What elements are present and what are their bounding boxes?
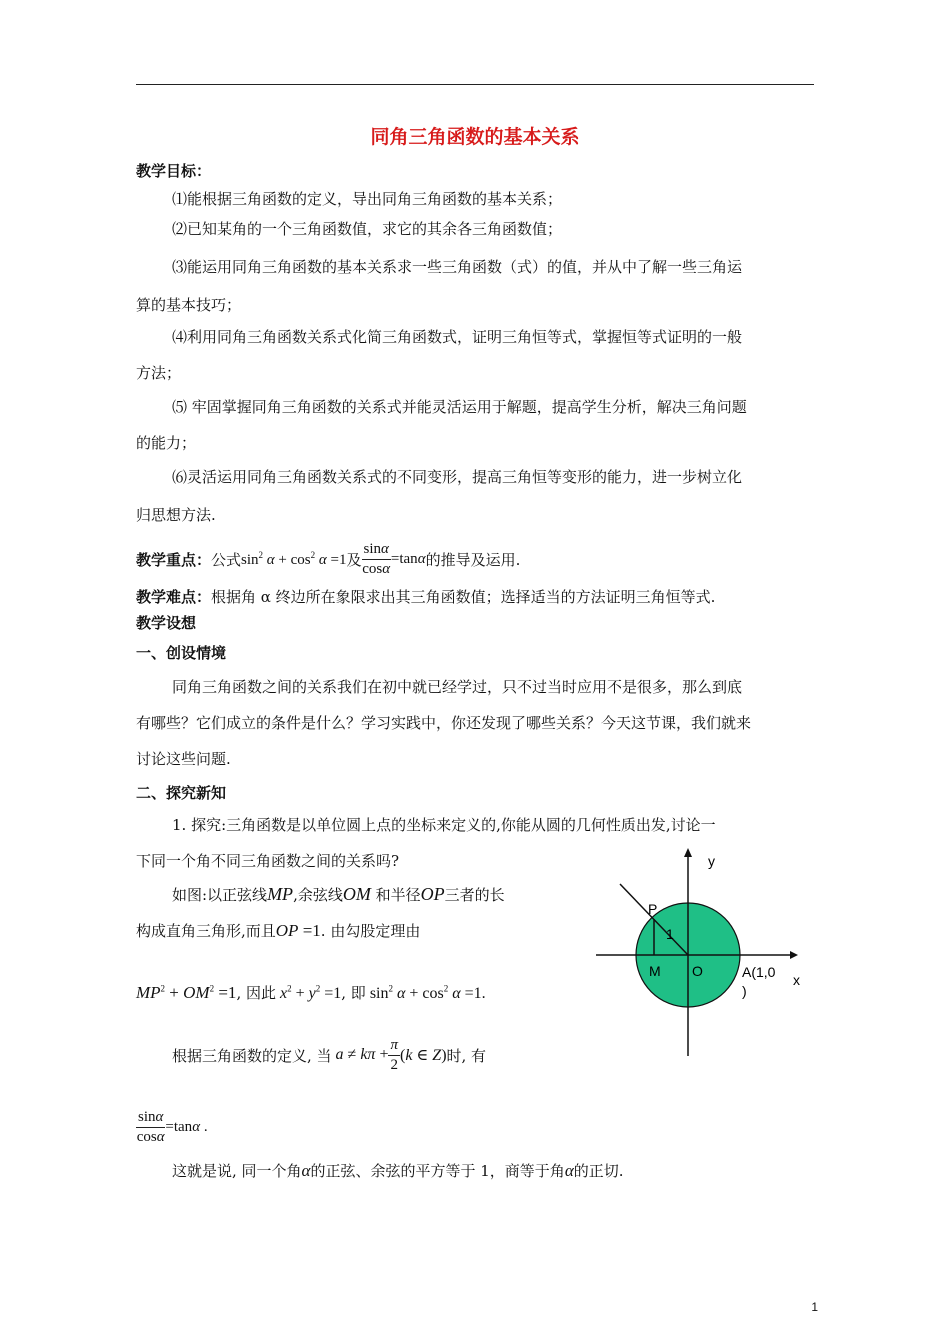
one-label: 1 xyxy=(666,926,674,942)
formula-quotient-fraction: $\frac{\sin\alpha}{\cos\alpha}$ xyxy=(362,540,391,577)
ie-text: , 即 xyxy=(341,984,366,1002)
op-equals-one: OP =1 xyxy=(275,921,321,940)
op-symbol: OP xyxy=(420,884,445,904)
objective-4: ⑷利用同角三角函数关系式化简三角函数式，证明三角恒等式，掌握恒等式证明的一般 xyxy=(172,328,743,346)
condition-rhs: (k ∈ Z) xyxy=(400,1047,447,1064)
thus-text: , 因此 xyxy=(236,984,276,1002)
design-heading: 教学设想 xyxy=(136,614,197,632)
alpha-symbol-2: α xyxy=(564,1161,574,1180)
objective-1: ⑴能根据三角函数的定义，导出同角三角函数的基本关系； xyxy=(172,190,563,208)
right-triangle-line xyxy=(136,920,420,941)
key-point-mid: 及 xyxy=(346,550,362,569)
y-label: y xyxy=(708,853,715,869)
right-text-a: 构成直角三角形,而且 xyxy=(136,922,276,940)
formula-tan: =tanα xyxy=(390,550,426,567)
equals-tan: =tanα . xyxy=(165,1118,208,1135)
key-point-label: 教学重点： xyxy=(136,550,212,569)
key-point-prefix: 公式 xyxy=(211,550,242,569)
m-label: M xyxy=(649,963,661,979)
mp-om-equation: $MP^2 + OM^2 =1$ xyxy=(136,983,237,1002)
conclusion-a: 这就是说, 同一个角 xyxy=(172,1162,302,1180)
objectives-heading: 教学目标： xyxy=(136,162,212,180)
difficulty-label: 教学难点： xyxy=(136,588,212,606)
figure-description xyxy=(172,884,505,905)
x-label: x xyxy=(793,972,800,988)
objective-2: ⑵已知某角的一个三角函数值，求它的其余各三角函数值； xyxy=(172,220,563,238)
difficulty xyxy=(136,586,715,607)
section1-line-1: 同角三角函数之间的关系我们在初中就已经学过，只不过当时应用不是很多，那么到底 xyxy=(172,678,743,696)
condition-lhs: a ≠ kπ + xyxy=(335,1046,389,1063)
objective-4-cont: 方法； xyxy=(136,364,182,382)
conclusion-c: 的正切. xyxy=(573,1162,624,1180)
section2-line-1: 1. 探究:三角函数是以单位圆上点的坐标来定义的,你能从圆的几何性质出发,讨论一 xyxy=(172,816,716,834)
definition-line xyxy=(172,1030,486,1080)
o-label: O xyxy=(692,963,703,979)
page-title: 同角三角函数的基本关系 xyxy=(370,126,580,148)
section1-line-2: 有哪些？它们成立的条件是什么？学习实践中，你还发现了哪些关系？今天这节课，我们就来 xyxy=(136,714,752,732)
quotient-identity xyxy=(136,1104,208,1150)
def-text-a: 根据三角函数的定义, 当 xyxy=(172,1046,332,1065)
alpha-symbol-1: α xyxy=(301,1161,311,1180)
y-axis-arrow xyxy=(684,848,692,857)
a-label-close: ) xyxy=(742,983,747,999)
objective-3-cont: 算的基本技巧； xyxy=(136,296,242,314)
pythagorean-derivation xyxy=(136,982,486,1003)
fig-text-a: 如图:以正弦线 xyxy=(172,886,268,904)
objective-6-cont: 归思想方法. xyxy=(136,506,216,524)
fig-text-c: 和半径 xyxy=(370,886,421,904)
fig-text-d: 三者的长 xyxy=(444,886,505,904)
p-label: P xyxy=(648,901,658,917)
unit-circle-figure xyxy=(592,840,810,1060)
x-axis-arrow xyxy=(790,951,798,959)
conclusion-b: 的正弦、余弦的平方等于 1，商等于角 xyxy=(310,1162,565,1180)
a-label: A(1,0 xyxy=(742,964,776,980)
conclusion-line xyxy=(172,1160,624,1181)
mp-symbol: MP xyxy=(267,884,294,904)
key-point-suffix: 的推导及运用. xyxy=(425,550,521,569)
pi-over-two: $\frac{\pi}{2}$ xyxy=(390,1036,398,1073)
section2-line-2: 下同一个角不同三角函数之间的关系吗? xyxy=(136,852,400,870)
xy-equation: $x^2 + y^2 =1$ xyxy=(279,983,342,1002)
objective-6: ⑹灵活运用同角三角函数关系式的不同变形，提高三角恒等变形的能力，进一步树立化 xyxy=(172,468,743,486)
objective-3: ⑶能运用同角三角函数的基本关系求一些三角函数（式）的值，并从中了解一些三角运 xyxy=(172,258,743,276)
sin-over-cos: $\frac{\sin\alpha}{\cos\alpha}$ xyxy=(136,1108,165,1145)
om-symbol: OM xyxy=(342,884,371,904)
objective-5: ⑸ 牢固掌握同角三角函数的关系式并能灵活运用于解题，提高学生分析，解决三角问题 xyxy=(172,398,747,416)
header-rule xyxy=(136,84,814,85)
right-text-b: . 由勾股定理由 xyxy=(320,922,421,940)
key-point xyxy=(136,536,520,582)
objective-5-cont: 的能力； xyxy=(136,434,197,452)
section2-heading: 二、探究新知 xyxy=(136,784,227,802)
formula-pythagorean: $\sin^2 \alpha + \cos^2 \alpha =1$ xyxy=(241,549,347,568)
page-number: 1 xyxy=(811,1300,818,1314)
section1-line-3: 讨论这些问题. xyxy=(136,750,231,768)
def-text-b: 时, 有 xyxy=(446,1046,487,1065)
fig-text-b: ,余弦线 xyxy=(293,886,343,904)
difficulty-text: 根据角 α 终边所在象限求出其三角函数值；选择适当的方法证明三角恒等式. xyxy=(211,588,716,606)
section1-heading: 一、创设情境 xyxy=(136,644,227,662)
sin-cos-equation: $\sin^2 \alpha + \cos^2 \alpha =1$. xyxy=(365,983,486,1002)
